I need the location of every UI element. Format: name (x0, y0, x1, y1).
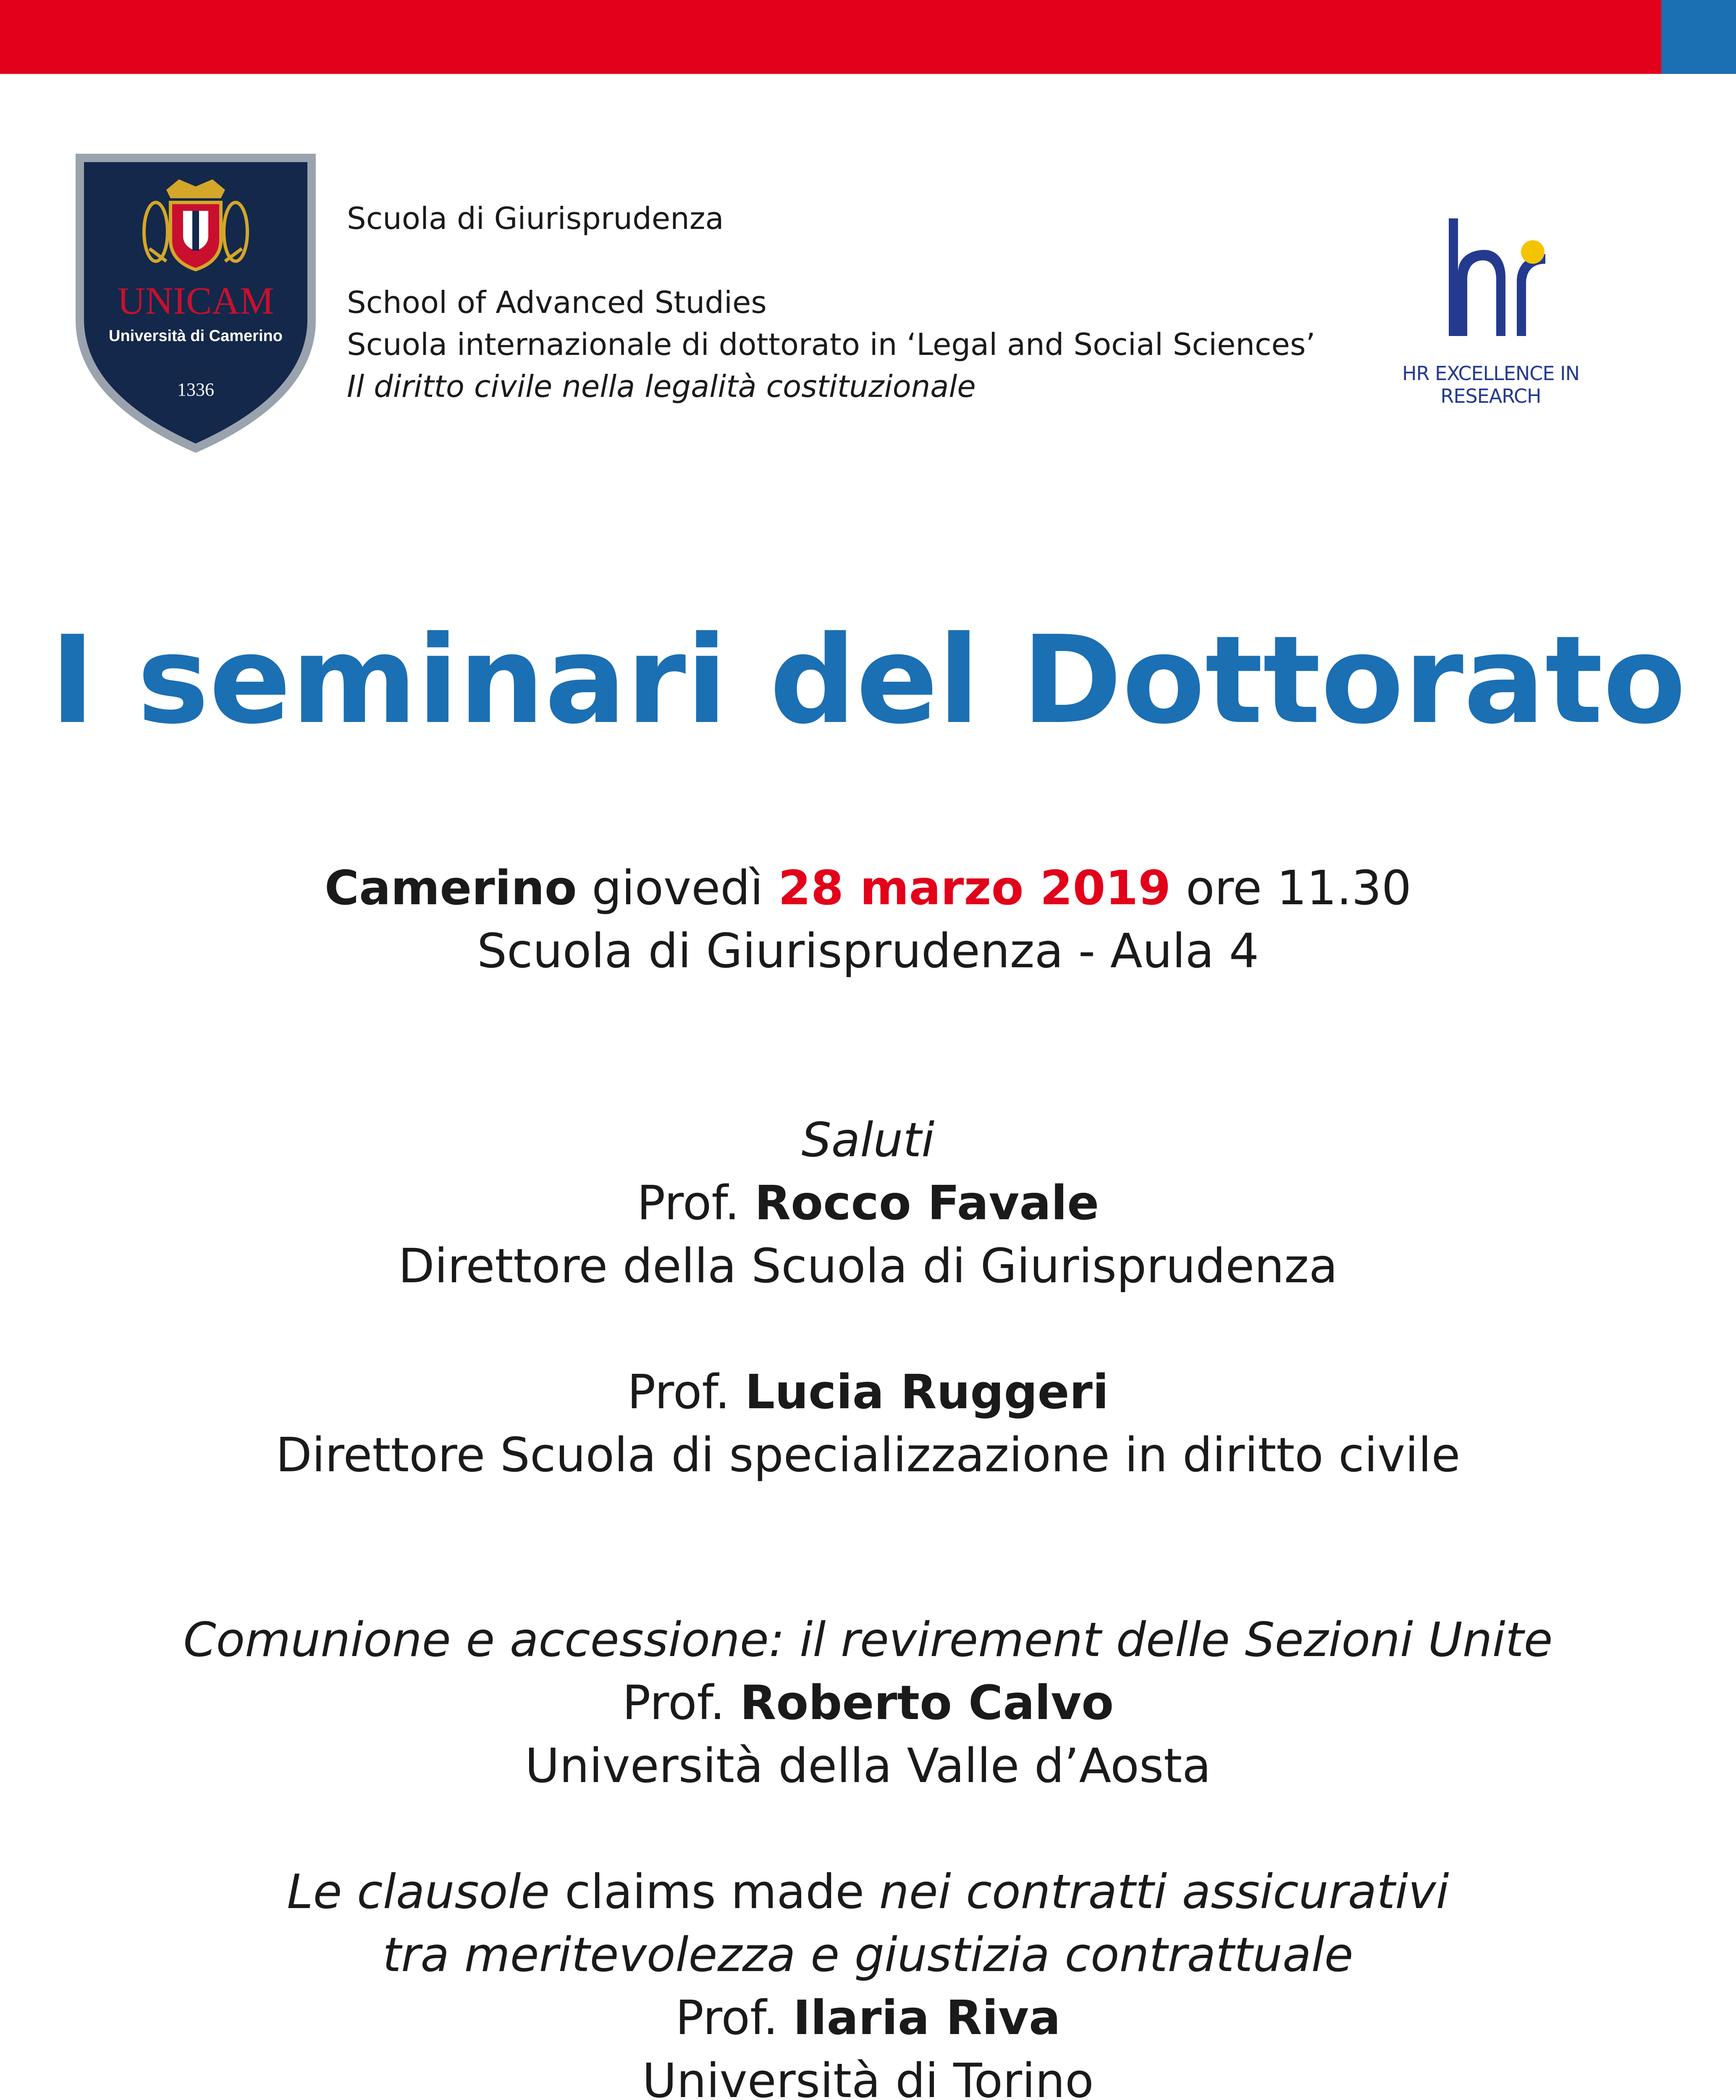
top-blue-block (1661, 0, 1736, 74)
talk-title: Comunione e accessione: il revirement delle Sezioni Unite (183, 1613, 1553, 1667)
hr-caption: HR EXCELLENCE IN RESEARCH (1402, 362, 1580, 407)
header-block (347, 197, 1315, 407)
crest-university: Università di Camerino (109, 327, 283, 345)
top-red-bar (0, 0, 1661, 74)
event-day: giovedì (592, 861, 763, 916)
event-date: 28 marzo 2019 (778, 861, 1171, 916)
saluti-section (0, 1109, 1736, 1487)
speaker-prefix: Prof. (637, 1176, 740, 1231)
page-title: I seminari del Dottorato (50, 610, 1686, 751)
speaker-line (0, 1172, 1736, 1235)
event-place: Scuola di Giurisprudenza - Aula 4 (477, 924, 1259, 979)
hr-sun-icon (1521, 240, 1545, 264)
event-city: Camerino (324, 861, 577, 916)
header-curriculum: Il diritto civile nella legalità costituzionale (347, 369, 976, 404)
speaker-prefix: Prof. (622, 1676, 725, 1730)
speaker-role: Direttore Scuola di specializzazione in diritto civile (275, 1428, 1461, 1483)
unicam-crest-logo (74, 152, 317, 454)
hr-h-stem-icon (1449, 218, 1458, 336)
talk-title-part: Le clausole (287, 1865, 550, 1919)
crest-name: UNICAM (117, 279, 274, 322)
hr-r-icon (1517, 254, 1545, 336)
event-time: ore 11.30 (1185, 861, 1412, 916)
talk-title-line2: tra meritevolezza e giustizia contrattuale (383, 1928, 1353, 1982)
event-line (0, 857, 1736, 920)
talk-title-part: nei contratti assicurativi (879, 1865, 1449, 1919)
speaker-name: Roberto Calvo (740, 1676, 1114, 1730)
saluti-heading: Saluti (801, 1113, 935, 1168)
speaker-line (0, 1361, 1736, 1424)
talk-title-part: claims made (564, 1865, 865, 1919)
speaker-affiliation: Università della Valle d’Aosta (525, 1739, 1211, 1793)
hr-h-arch-icon (1458, 250, 1505, 336)
talk-title (0, 1861, 1736, 1924)
crest-year: 1336 (177, 379, 214, 400)
header-school: Scuola di Giurisprudenza (347, 201, 724, 236)
speaker-name: Ilaria Riva (793, 1991, 1061, 2045)
event-info (0, 857, 1736, 983)
speaker-line (0, 1672, 1736, 1735)
speaker-line (0, 1987, 1736, 2050)
speaker-name: Lucia Ruggeri (745, 1365, 1109, 1420)
speaker-name: Rocco Favale (754, 1176, 1099, 1231)
header-doctoral-school: Scuola internazionale di dottorato in ‘Legal and Social Sciences’ (347, 327, 1316, 362)
speaker-prefix: Prof. (627, 1365, 730, 1420)
speaker-affiliation: Università di Torino (642, 2054, 1094, 2100)
speaker-role: Direttore della Scuola di Giurisprudenza (398, 1239, 1338, 1294)
speaker-prefix: Prof. (675, 1991, 778, 2045)
header-advanced-studies: School of Advanced Studies (347, 285, 767, 320)
talks-section (0, 1609, 1736, 2100)
